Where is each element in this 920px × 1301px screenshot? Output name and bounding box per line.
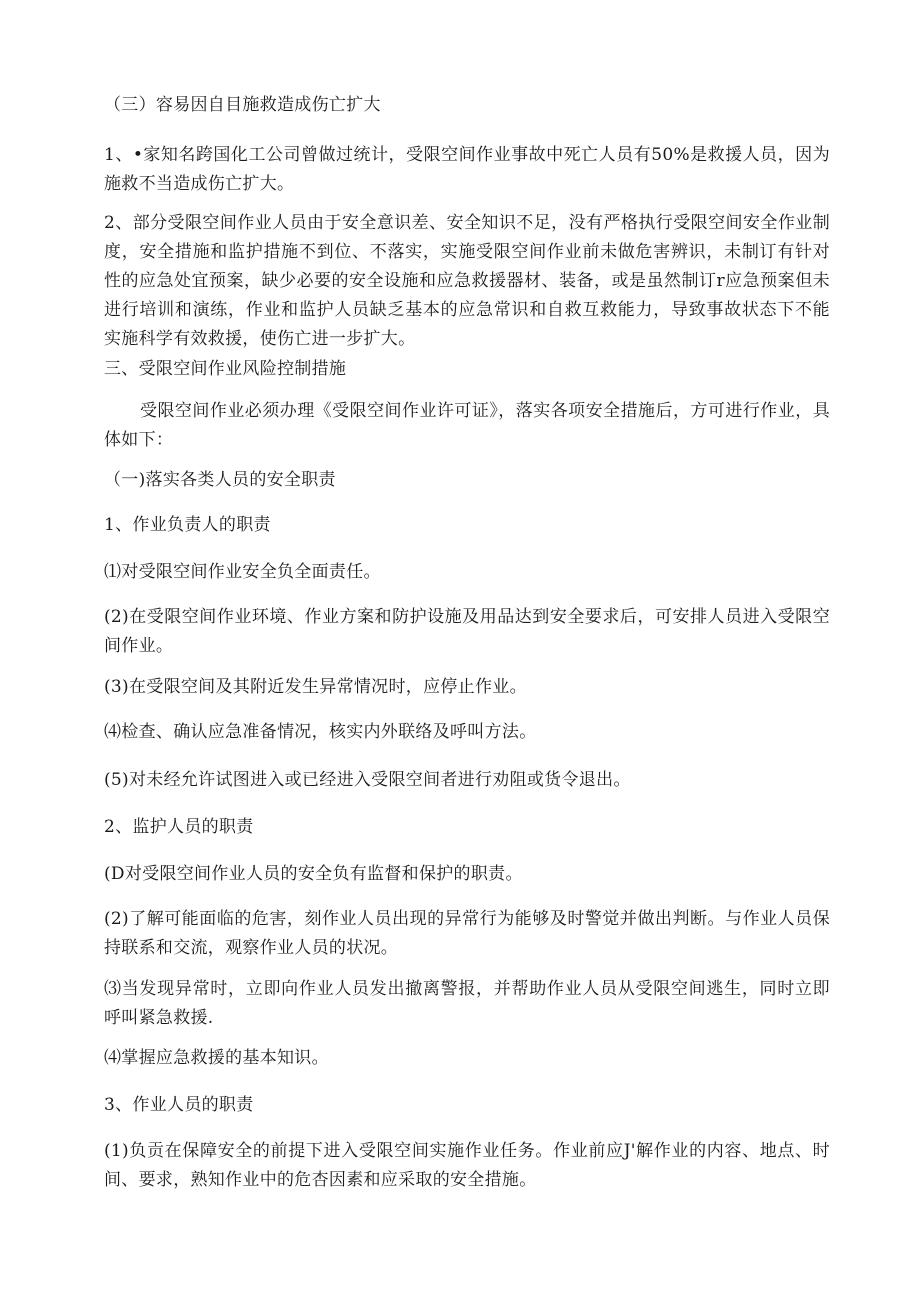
list-item-leader-3: (3)在受限空间及其附近发生异常情况时，应停止作业。 — [104, 677, 527, 697]
list-item-monitor-2: (2)了解可能面临的危害，刻作业人员出现的异常行为能够及时警觉并做出判断。与作业人员保持联系和交流，观察作业人员的状况。 — [104, 909, 830, 958]
section-heading-rescue: （三）容易因自目施救造成伤亡扩大 — [104, 95, 381, 115]
paragraph-statistic: 1、•家知名跨国化工公司曾做过统计，受限空间作业事故中死亡人员有50%是救援人员，因为施救不当造成伤亡扩大。 — [104, 145, 830, 194]
list-item-worker-1: (1)负贡在保障安全的前提下进入受限空间实施作业任务。作业前应J'解作业的内容、地点、时间、要求，熟知作业中的危杏因素和应采取的安全措施。 — [104, 1141, 830, 1190]
list-item-monitor-3: ⑶当发现异常时，立即向作业人员发出撤离警报，并帮助作业人员从受限空间逃生，同时立即呼叫紧急救援. — [104, 979, 830, 1028]
subheading-monitor: 2、监护人员的职责 — [104, 817, 254, 837]
list-item-monitor-4: ⑷掌握应急救援的基本知识。 — [104, 1048, 329, 1068]
paragraph-permit: 受限空间作业必须办理《受限空间作业许可证》，落实各项安全措施后，方可进行作业，具体如下： — [104, 401, 830, 450]
list-item-leader-4: ⑷检查、确认应急准备情况，核实内外联络及呼叫方法。 — [104, 722, 537, 742]
paragraph-awareness: 2、部分受限空间作业人员由于安全意识差、安全知识不足，没有严格执行受限空间安全作业制度，安全措施和监护措施不到位、不落实，实施受限空间作业前未做危害辨识，未制订有针对性的应急处宜预案，缺少必要的安全设施和应急救援器材、装备，或是虽然制订r应急预案但未进行培训和演练，作业和监护人员缺乏基本的应急常识和自救互救能力，导致事故状态下不能实施科学有效救援，使伤亡进一步扩大。 — [104, 213, 830, 349]
list-item-leader-2: (2)在受限空间作业环境、作业方案和防护设施及用品达到安全要求后，可安排人员进入受限空间作业。 — [104, 607, 830, 656]
section-heading-measures: 三、受限空间作业风险控制措施 — [104, 359, 347, 379]
list-item-monitor-1: (D对受限空间作业人员的安全负有监督和保护的职责。 — [104, 864, 523, 884]
subheading-worker: 3、作业人员的职责 — [104, 1095, 254, 1115]
subheading-leader: 1、作业负责人的职责 — [104, 515, 271, 535]
list-item-leader-5: (5)对未经允许试图进入或已经进入受限空间者进行劝阻或货令退出。 — [104, 770, 631, 790]
list-item-leader-1: ⑴对受限空间作业安全负全面责任。 — [104, 562, 381, 582]
subheading-responsibilities: （一)落实各类人员的安全职责 — [104, 470, 336, 490]
